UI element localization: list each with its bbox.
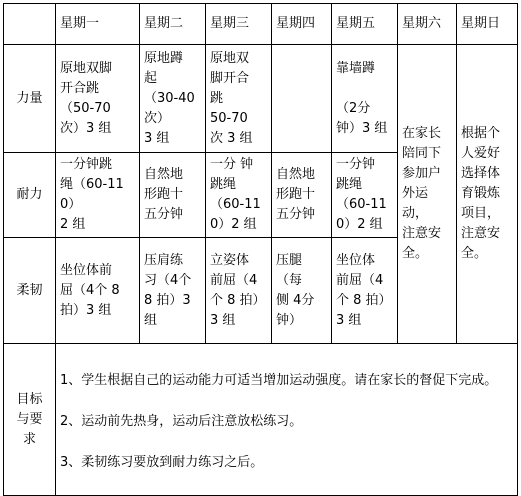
cell-strength-monday: 原地双脚 开合跳 （50-70 次）3 组 — [56, 45, 140, 153]
cell-endurance-tuesday: 自然地 形跑十 五分钟 — [140, 153, 206, 238]
cell-flexibility-tuesday: 压肩练 习（4个 8 拍）3 组 — [140, 238, 206, 344]
cell-endurance-wednesday: 一分 钟 跳绳 （60-11 0）2 组 — [206, 153, 272, 238]
row-label-goals: 目标 与要 求 — [4, 344, 56, 496]
cell-endurance-monday: 一分钟跳 绳（60-110） 2 组 — [56, 153, 140, 238]
saturday-note: 在家长 陪同下 参加户 外运动， 注意安 全。 — [398, 45, 457, 344]
sunday-note: 根据个 人爱好 选择体 育锻炼 项目， 注意安全。 — [457, 45, 518, 344]
day-header-thursday: 星期四 — [272, 4, 332, 45]
strength-row — [4, 45, 518, 153]
day-header-sunday: 星期日 — [457, 4, 518, 45]
goal-line-3: 3、柔韧练习要放到耐力练习之后。 — [60, 455, 264, 470]
exercise-schedule-table — [3, 3, 518, 496]
day-header-saturday: 星期六 — [398, 4, 457, 45]
row-label-endurance: 耐力 — [4, 153, 56, 238]
cell-strength-wednesday: 原地双 脚开合 跳 50-70 次 3 组 — [206, 45, 272, 153]
goals-row — [4, 344, 518, 496]
corner-cell — [4, 4, 56, 45]
cell-endurance-friday: 一分钟 跳绳 （60-11 0）2 组 — [332, 153, 398, 238]
row-label-flexibility: 柔韧 — [4, 238, 56, 344]
row-label-strength: 力量 — [4, 45, 56, 153]
header-row — [4, 4, 518, 45]
day-header-friday: 星期五 — [332, 4, 398, 45]
cell-strength-friday: 靠墙蹲 （2分 钟）3 组 — [332, 45, 398, 153]
day-header-monday: 星期一 — [56, 4, 140, 45]
goal-line-2: 2、运动前先热身，运动后注意放松练习。 — [60, 414, 303, 429]
day-header-tuesday: 星期二 — [140, 4, 206, 45]
goal-line-1: 1、学生根据自己的运动能力可适当增加运动强度。请在家长的督促下完成。 — [60, 373, 498, 388]
cell-strength-thursday — [272, 45, 332, 153]
day-header-wednesday: 星期三 — [206, 4, 272, 45]
cell-flexibility-thursday: 压腿 （每 侧 4分 钟） — [272, 238, 332, 344]
cell-flexibility-monday: 坐位体前 屈（4个 8 拍）3 组 — [56, 238, 140, 344]
cell-endurance-thursday: 自然地 形跑十 五分钟 — [272, 153, 332, 238]
cell-strength-tuesday: 原地蹲 起 （30-40 次） 3 组 — [140, 45, 206, 153]
cell-flexibility-wednesday: 立姿体 前屈（4 个 8 拍） 3 组 — [206, 238, 272, 344]
goals-text — [56, 344, 518, 496]
cell-flexibility-friday: 坐位体 前屈（4 个 8 拍） 3 组 — [332, 238, 398, 344]
